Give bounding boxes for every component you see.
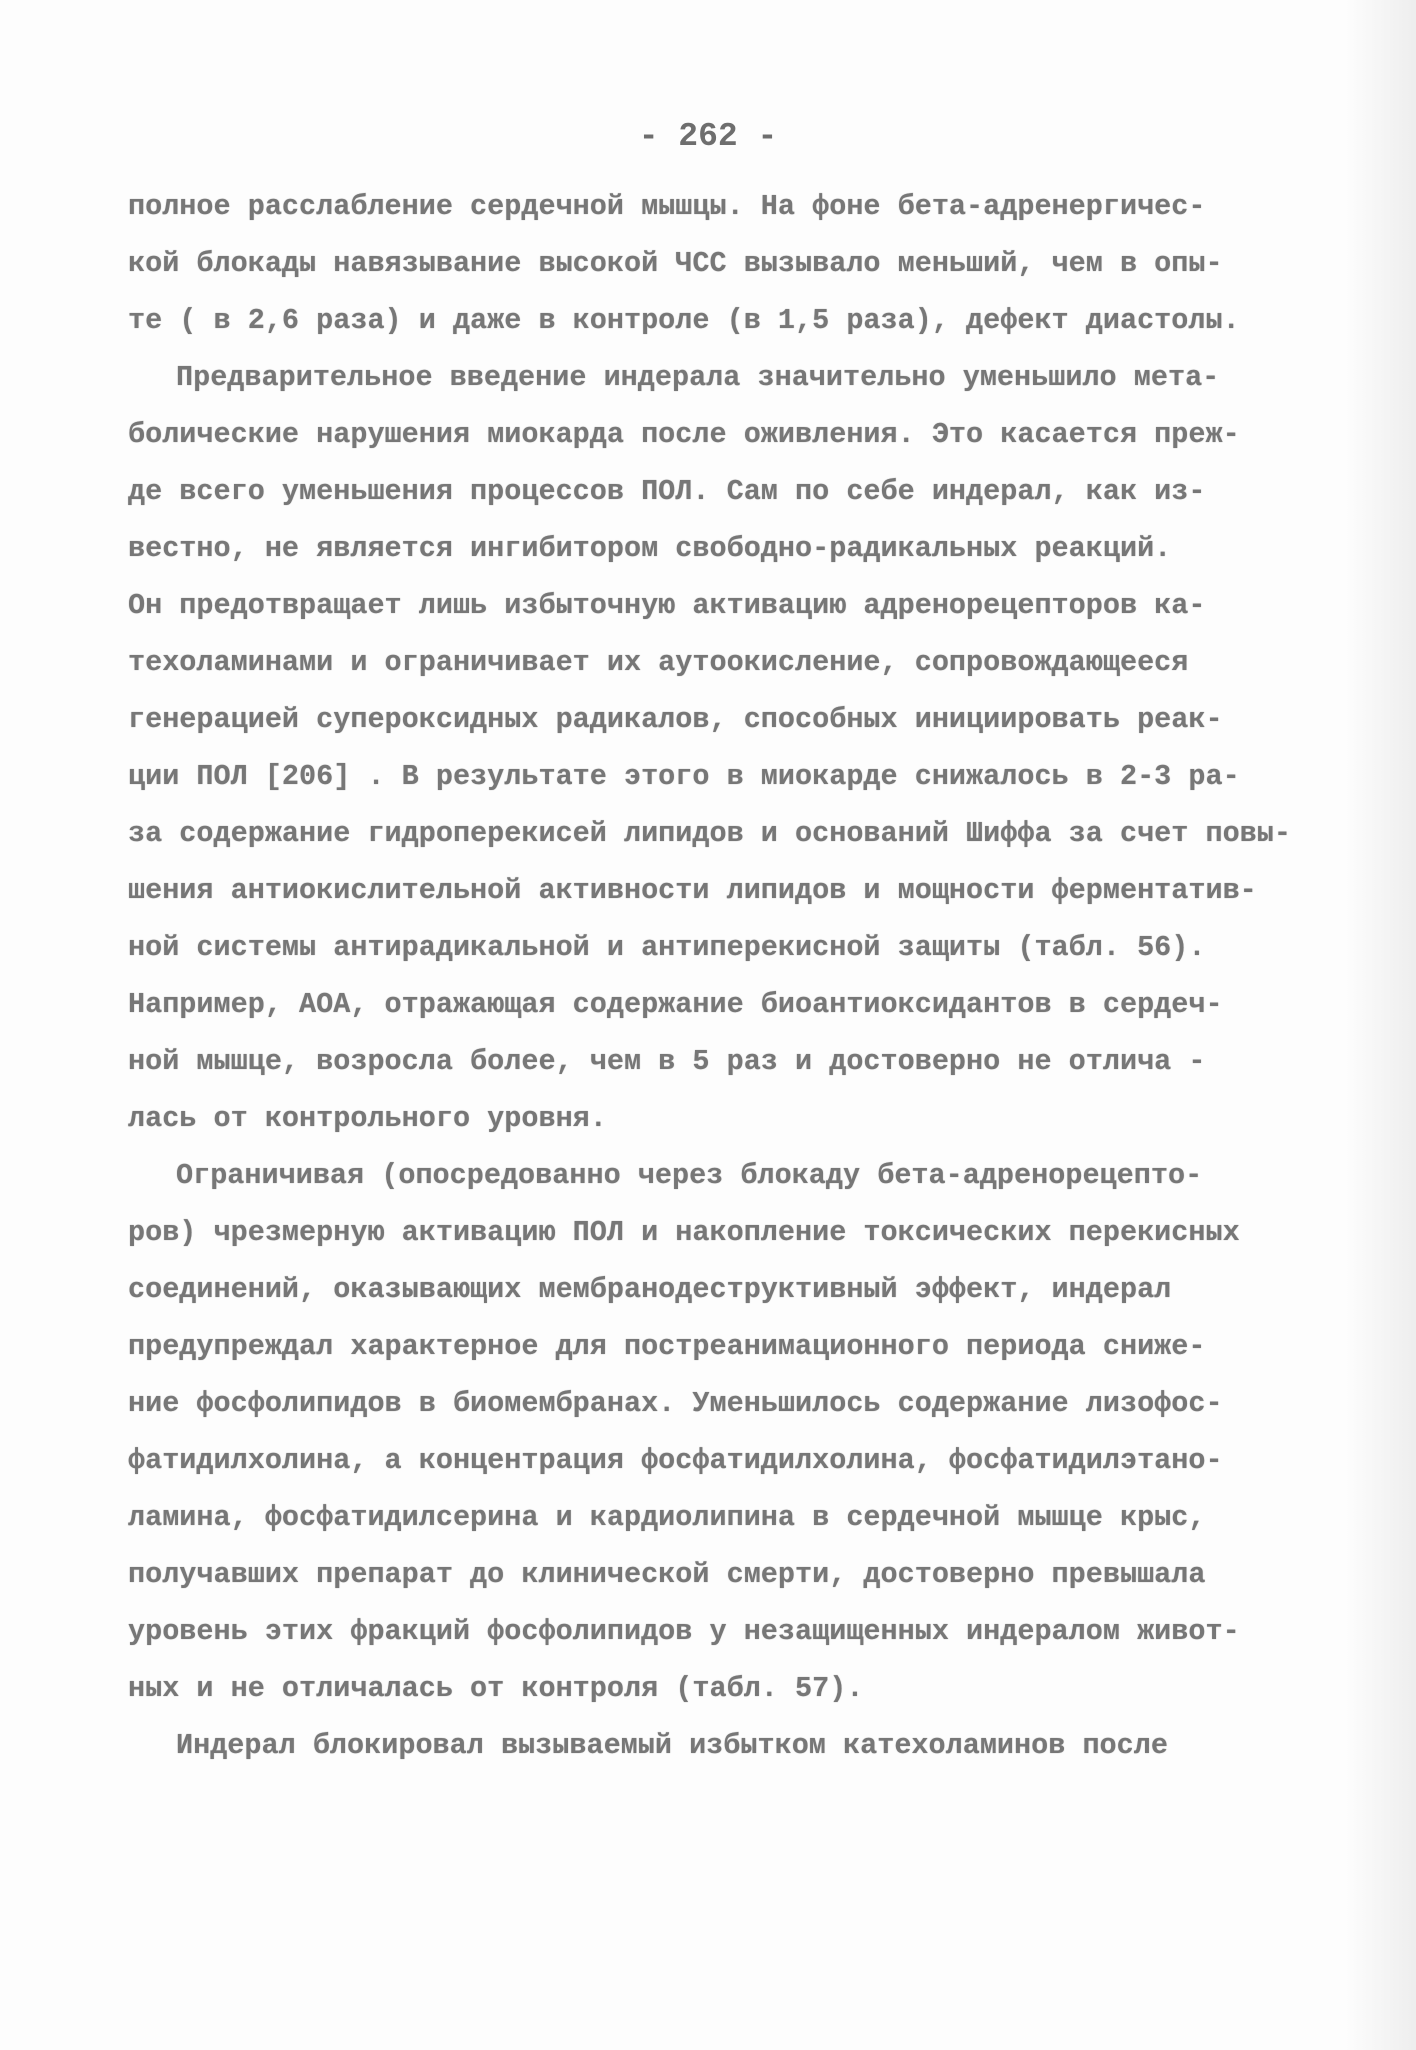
text-line: болические нарушения миокарда после оживления. Это касается преж- [128,418,1240,451]
text-line: предупреждал характерное для постреанимационного периода сниже- [128,1330,1206,1363]
paragraph-start-line: Предварительное введение индерала значительно уменьшило мета- [176,361,1220,394]
text-line: лась от контрольного уровня. [128,1102,607,1135]
text-line: шения антиокислительной активности липидов и мощности ферментатив- [128,874,1257,907]
text-line: получавших препарат до клинической смерти, достоверно превышала [128,1558,1206,1591]
text-line: ламина, фосфатидилсерина и кардиолипина в сердечной мышце крыс, [128,1501,1206,1534]
text-line: техоламинами и ограничивает их аутоокисление, сопровождающееся [128,646,1189,679]
text-line: Например, АОА, отражающая содержание биоантиоксидантов в сердеч- [128,988,1223,1021]
text-line: ние фосфолипидов в биомембранах. Уменьшилось содержание лизофос- [128,1387,1223,1420]
text-line: ции ПОЛ [206] . В результате этого в миокарде снижалось в 2-3 ра- [128,760,1240,793]
text-line: за содержание гидроперекисей липидов и оснований Шиффа за счет повы- [128,817,1291,850]
body-text [128,178,1328,1774]
text-line: уровень этих фракций фосфолипидов у незащищенных индералом живот- [128,1615,1240,1648]
text-line: соединений, оказывающих мембранодеструктивный эффект, индерал [128,1273,1172,1306]
text-line: те ( в 2,6 раза) и даже в контроле (в 1,5 раза), дефект диастолы. [128,304,1240,337]
text-line: кой блокады навязывание высокой ЧСС вызывало меньший, чем в опы- [128,247,1223,280]
text-line: вестно, не является ингибитором свободно-радикальных реакций. [128,532,1172,565]
paragraph-start-line: Ограничивая (опосредованно через блокаду бета-адренорецепто- [176,1159,1203,1192]
text-line: генерацией супероксидных радикалов, способных инициировать реак- [128,703,1223,736]
text-line: ной системы антирадикальной и антиперекисной защиты (табл. 56). [128,931,1206,964]
text-line: ных и не отличалась от контроля (табл. 57). [128,1672,864,1705]
page-number: - 262 - [638,118,778,155]
text-line: де всего уменьшения процессов ПОЛ. Сам по себе индерал, как из- [128,475,1206,508]
page-edge-shadow [1346,0,1416,2050]
text-line: ной мышце, возросла более, чем в 5 раз и достоверно не отлича - [128,1045,1206,1078]
text-line: ров) чрезмерную активацию ПОЛ и накопление токсических перекисных [128,1216,1240,1249]
paragraph-start-line: Индерал блокировал вызываемый избытком катехоламинов после [176,1729,1168,1762]
text-line: полное расслабление сердечной мышцы. На фоне бета-адренергичес- [128,190,1206,223]
text-line: Он предотвращает лишь избыточную активацию адренорецепторов ка- [128,589,1206,622]
text-line: фатидилхолина, а концентрация фосфатидилхолина, фосфатидилэтано- [128,1444,1223,1477]
